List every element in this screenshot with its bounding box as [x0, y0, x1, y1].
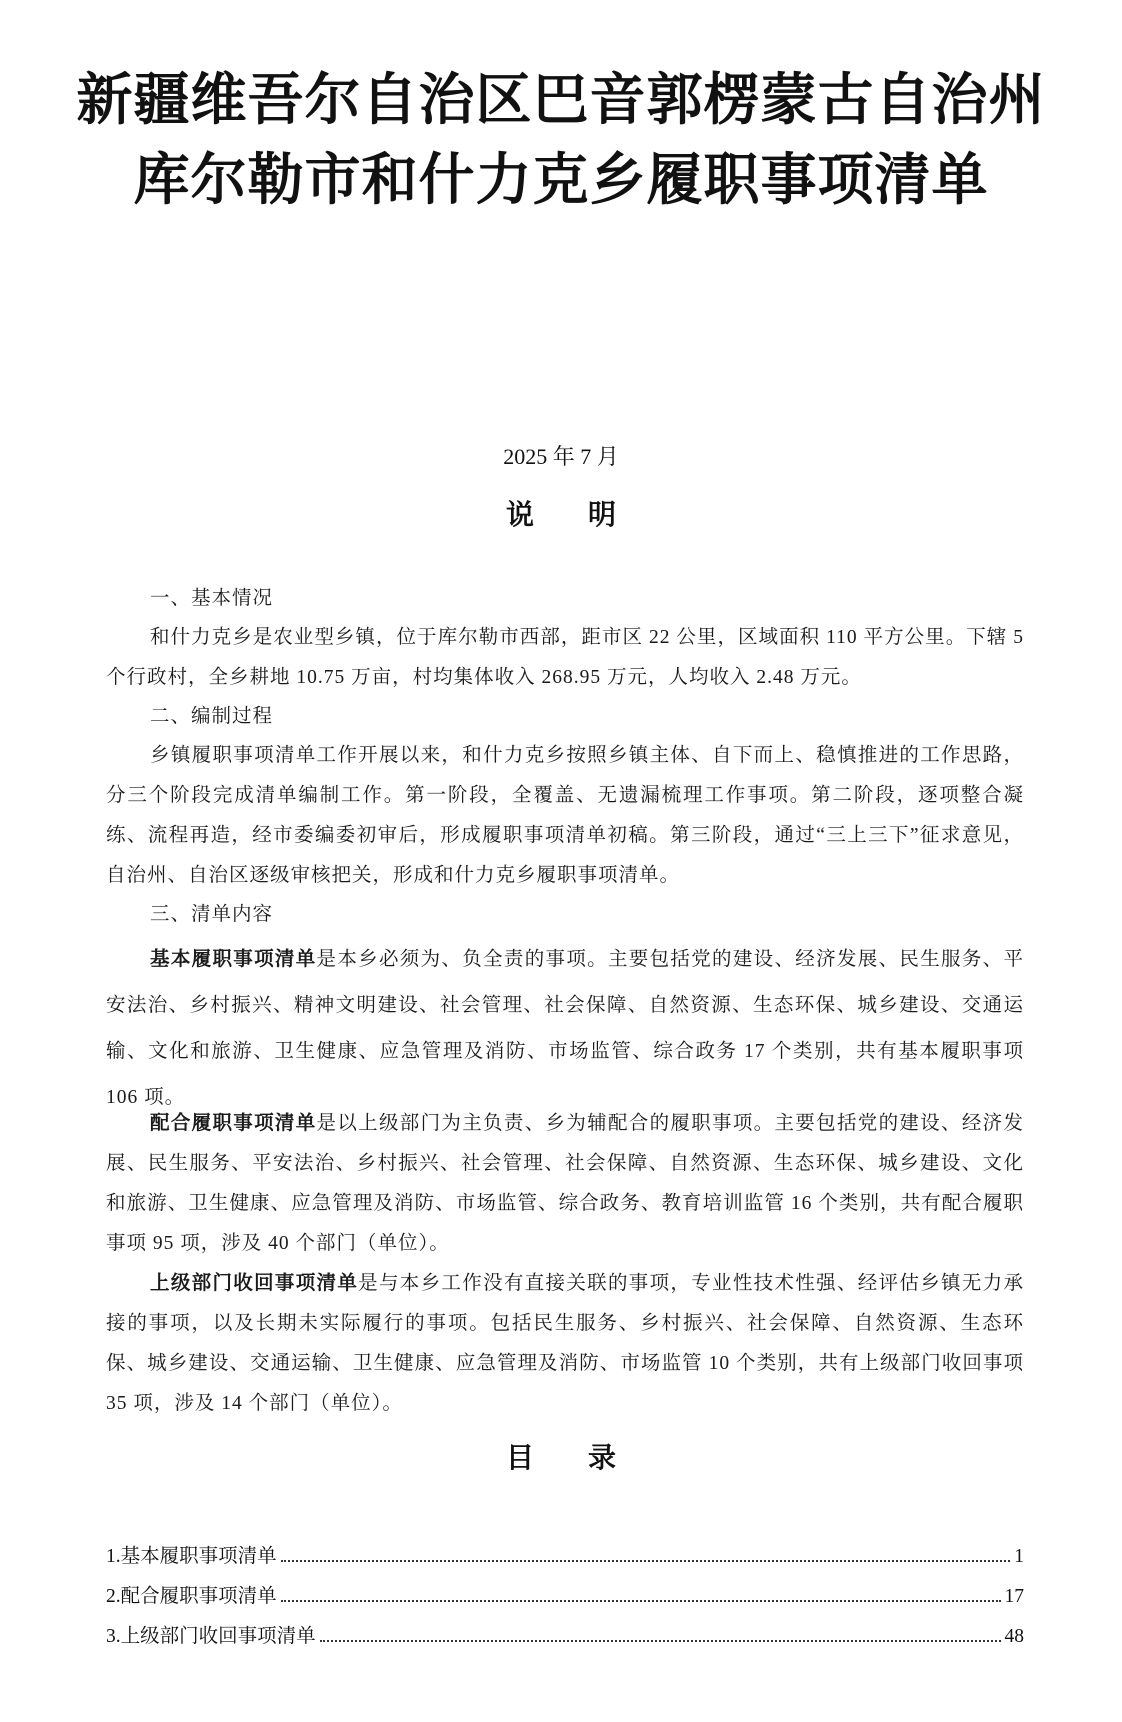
cooperative-duties-list-term: 配合履职事项清单	[150, 1111, 317, 1134]
toc-leader-dots	[320, 1640, 1001, 1642]
toc-leader-dots	[281, 1600, 1001, 1602]
toc-item-retracted-items[interactable]	[106, 1620, 1024, 1660]
section3-paragraph2	[106, 1103, 1024, 1264]
toc-item-basic-duties[interactable]	[106, 1540, 1024, 1580]
section1-heading: 一、基本情况	[150, 586, 274, 609]
toc-item-page: 1	[1014, 1546, 1024, 1567]
toc-item-page: 48	[1004, 1626, 1024, 1647]
section2-heading: 二、编制过程	[150, 704, 274, 727]
basic-duties-list-term: 基本履职事项清单	[150, 947, 317, 970]
document-date: 2025 年 7 月	[503, 444, 619, 469]
toc-item-cooperative-duties[interactable]	[106, 1580, 1024, 1620]
section3-heading: 三、清单内容	[150, 902, 274, 925]
document-title-line2: 库尔勒市和什力克乡履职事项清单	[133, 147, 989, 213]
heading-shuoming: 说明	[505, 498, 670, 531]
toc-item-label: 3.上级部门收回事项清单	[106, 1626, 316, 1647]
toc-leader-dots	[281, 1560, 1011, 1562]
toc-item-label: 2.配合履职事项清单	[106, 1586, 277, 1607]
table-of-contents	[106, 1540, 1024, 1660]
document-title-line1: 新疆维吾尔自治区巴音郭楞蒙古自治州	[76, 67, 1046, 133]
toc-item-label: 1.基本履职事项清单	[106, 1546, 277, 1567]
retracted-items-list-text: 是与本乡工作没有直接关联的事项，专业性技术性强、经评估乡镇无力承接的事项，以及长期未实际履行的事项。包括民生服务、乡村振兴、社会保障、自然资源、生态环保、城乡建设、交通运输、卫生健康、应急管理及消防、市场监管 10 个类别，共有上级部门收回事项 35 项，涉及 14 个部门（单位）。	[106, 1273, 1024, 1414]
cooperative-duties-list-text: 是以上级部门为主负责、乡为辅配合的履职事项。主要包括党的建设、经济发展、民生服务、平安法治、乡村振兴、社会管理、社会保障、自然资源、生态环保、城乡建设、文化和旅游、卫生健康、应急管理及消防、市场监管、综合政务、教育培训监管 16 个类别，共有配合履职事项 95 项，涉及 40 个部门（单位）。	[106, 1113, 1024, 1254]
toc-item-page: 17	[1004, 1586, 1024, 1607]
basic-duties-list-text: 是本乡必须为、负全责的事项。主要包括党的建设、经济发展、民生服务、平安法治、乡村振兴、精神文明建设、社会管理、社会保障、自然资源、生态环保、城乡建设、交通运输、文化和旅游、卫生健康、应急管理及消防、市场监管、综合政务 17 个类别，共有基本履职事项 106 项。	[106, 949, 1024, 1108]
section1-paragraph: 和什力克乡是农业型乡镇，位于库尔勒市西部，距市区 22 公里，区域面积 110 平方公里。下辖 5 个行政村，全乡耕地 10.75 万亩，村均集体收入 268.95 万元，人均收入 2.48 万元。	[106, 627, 1024, 688]
heading-mulu: 目录	[505, 1441, 670, 1474]
section2-paragraph: 乡镇履职事项清单工作开展以来，和什力克乡按照乡镇主体、自下而上、稳慎推进的工作思路，分三个阶段完成清单编制工作。第一阶段，全覆盖、无遗漏梳理工作事项。第二阶段，逐项整合凝练、流程再造，经市委编委初审后，形成履职事项清单初稿。第三阶段，通过“三上三下”征求意见，自治州、自治区逐级审核把关，形成和什力克乡履职事项清单。	[106, 745, 1024, 886]
section3-paragraph1	[106, 936, 1024, 1121]
retracted-items-list-term: 上级部门收回事项清单	[150, 1271, 359, 1294]
section3-paragraph3	[106, 1263, 1024, 1424]
